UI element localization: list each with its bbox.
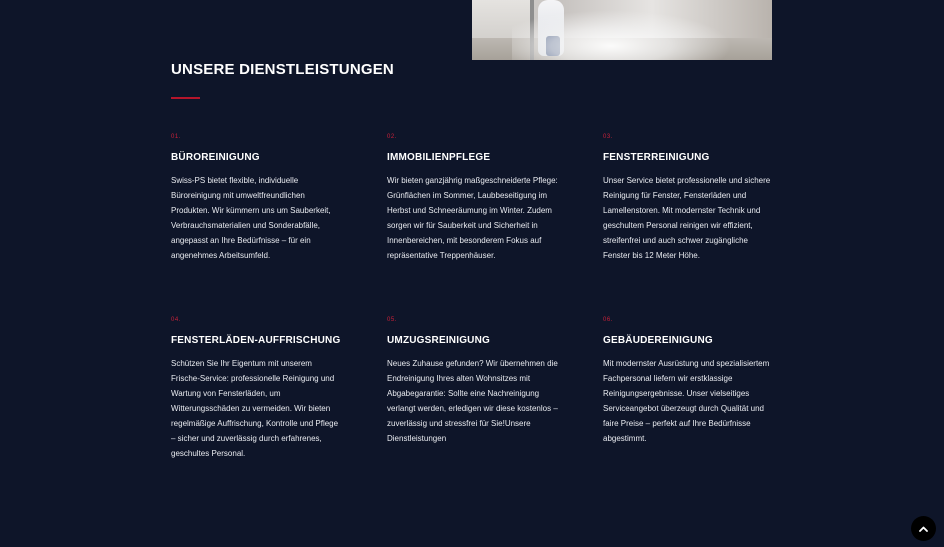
service-number: 06. [603, 317, 613, 323]
service-title: BÜROREINIGUNG [171, 152, 260, 163]
service-title: GEBÄUDEREINIGUNG [603, 335, 713, 346]
service-description: Schützen Sie Ihr Eigentum mit unserem Frische-Service: professionelle Reinigung und Wartung von Fensterläden, um Witterungsschäden zu vermeiden. Wir bieten regelmäßige Auffrischung, Kontrolle und Pflege – sicher und zuverlässig durch erfahrenes, geschultes Personal. [171, 359, 339, 458]
service-title: IMMOBILIENPFLEGE [387, 152, 491, 163]
service-title: FENSTERREINIGUNG [603, 152, 710, 163]
service-number: 05. [387, 317, 397, 323]
service-card-fensterreinigung [603, 133, 775, 263]
title-accent-line [171, 97, 200, 99]
section-title: UNSERE DIENSTLEISTUNGEN [171, 61, 394, 78]
service-card-gebaeudereinigung [603, 316, 775, 446]
service-card-immobilienpflege [387, 133, 559, 263]
service-number: 02. [387, 134, 397, 140]
service-description: Unser Service bietet professionelle und sichere Reinigung für Fenster, Fensterläden und Lamellenstoren. Mit modernster Technik und geschultem Personal reinigen wir effizient, streifenfrei und auch schwer zugängliche Fenster bis 12 Meter Höhe. [603, 176, 771, 260]
service-title: FENSTERLÄDEN-AUFFRISCHUNG [171, 335, 341, 346]
service-card-umzugsreinigung [387, 316, 559, 446]
hero-image [472, 0, 772, 60]
service-card-fensterlaeden-auffrischung [171, 316, 343, 461]
service-description: Wir bieten ganzjährig maßgeschneiderte Pflege: Grünflächen im Sommer, Laubbeseitigung im Herbst und Schneeräumung im Winter. Zudem sorgen wir für Sauberkeit und Sicherheit in Innenbereichen, mit besonderem Fokus auf repräsentative Treppenhäuser. [387, 176, 558, 260]
service-description: Neues Zuhause gefunden? Wir übernehmen die Endreinigung Ihres alten Wohnsitzes mit Abgabegarantie: Sollte eine Nachreinigung verlangt werden, erledigen wir diese kostenlos – zuverlässig und stressfrei für Sie!Unsere Dienstleistungen [387, 359, 558, 443]
service-card-bueroreinigung [171, 133, 343, 263]
chevron-up-icon [919, 526, 928, 532]
service-number: 04. [171, 317, 181, 323]
service-description: Mit modernster Ausrüstung und spezialisiertem Fachpersonal liefern wir erstklassige Reinigungsergebnisse. Unser vielseitiges Serviceangebot überzeugt durch Qualität und faire Preise – perfekt auf Ihre Bedürfnisse abgestimmt. [603, 359, 770, 443]
service-number: 03. [603, 134, 613, 140]
scroll-to-top-button[interactable] [911, 516, 936, 541]
service-number: 01. [171, 134, 181, 140]
service-title: UMZUGSREINIGUNG [387, 335, 490, 346]
service-description: Swiss-PS bietet flexible, individuelle Büroreinigung mit umweltfreundlichen Produkten. Wir kümmern uns um Sauberkeit, Verbrauchsmaterialien und Sonderabfälle, angepasst an Ihre Bedürfnisse – für ein angenehmes Arbeitsumfeld. [171, 176, 331, 260]
